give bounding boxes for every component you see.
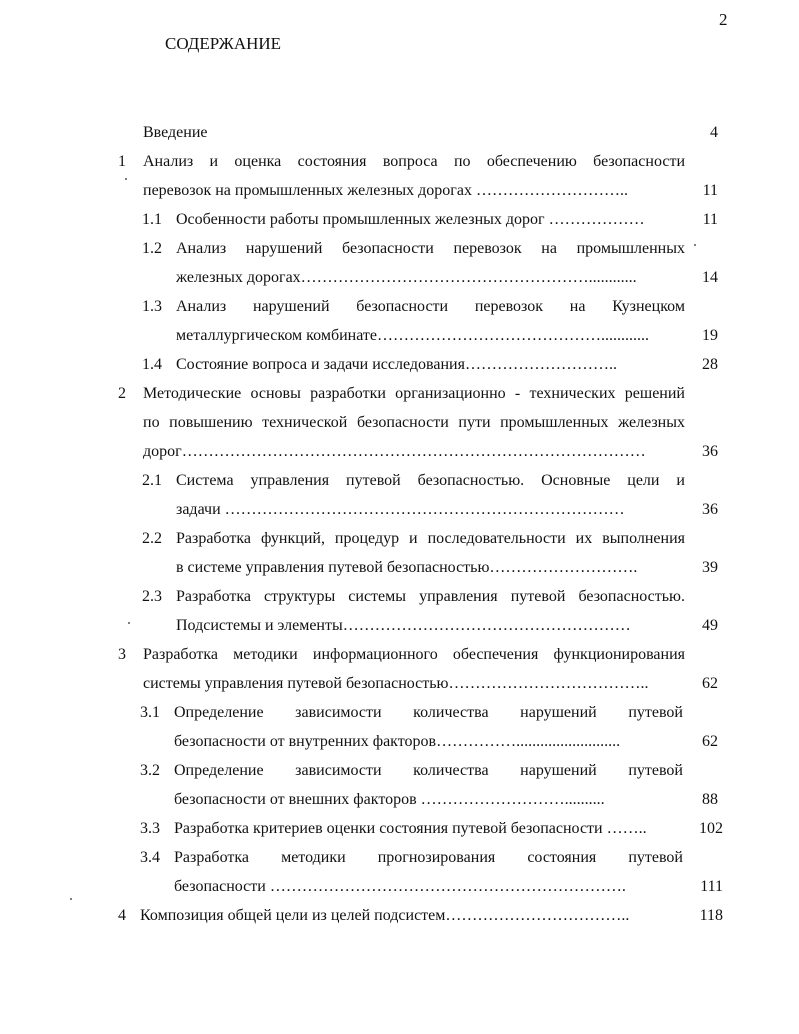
- page-number: 2: [719, 10, 728, 29]
- toc-entry-text: Определение зависимости количества нарушений путевой: [174, 762, 683, 779]
- toc-entry-text-cont: в системе управления путевой безопасностью……………………….: [176, 559, 638, 576]
- toc-entry-page: 88: [702, 791, 718, 808]
- toc-entry-text: Разработка методики информационного обеспечения функционирования: [143, 646, 685, 663]
- scan-speck: [694, 244, 696, 246]
- toc-entry-number: 3.4: [140, 849, 160, 866]
- toc-entry-page: 49: [702, 617, 718, 634]
- toc-entry-text-cont: перевозок на промышленных железных дорогах ………………………..: [143, 182, 628, 199]
- toc-entry-page: 62: [702, 733, 718, 750]
- page-title: СОДЕРЖАНИЕ: [165, 34, 282, 53]
- toc-entry-text-cont: системы управления путевой безопасностью………………………………..: [143, 675, 649, 692]
- toc-entry-text: Разработка критериев оценки состояния путевой безопасности ……..: [174, 820, 647, 837]
- toc-entry-page: 11: [702, 182, 718, 199]
- toc-entry-text: Методические основы разработки организационно - технических решений: [143, 385, 685, 402]
- toc-entry-text-cont: безопасности от внутренних факторов……………..........................: [174, 733, 621, 750]
- toc-entry-number: 1.2: [142, 240, 162, 257]
- scan-speck: [125, 178, 127, 180]
- toc-entry-number: 3: [118, 646, 126, 663]
- toc-entry-text: Разработка структуры системы управления путевой безопасностью.: [176, 588, 685, 605]
- toc-entry-page: 39: [702, 559, 718, 576]
- toc-entry-page: 111: [700, 878, 723, 895]
- toc-entry-page: 28: [702, 356, 718, 373]
- toc-entry-text: Анализ и оценка состояния вопроса по обеспечению безопасности: [143, 153, 685, 170]
- toc-entry-text-cont: задачи …………………………………………………………………: [176, 501, 625, 518]
- toc-entry-page: 11: [702, 211, 718, 228]
- toc-entry-text-cont: металлургическом комбинате……………………………………............: [176, 327, 650, 344]
- toc-entry-number: 3.3: [140, 820, 160, 837]
- toc-entry-number: 3.1: [140, 704, 160, 721]
- scan-speck: [70, 898, 72, 900]
- toc-entry-text: Состояние вопроса и задачи исследования………………………..: [176, 356, 617, 373]
- toc-entry-text: Композиция общей цели из целей подсистем……………………………..: [140, 907, 630, 924]
- toc-entry-page: 14: [702, 269, 718, 286]
- toc-entry-number: 1: [118, 153, 126, 170]
- toc-entry-text: Определение зависимости количества нарушений путевой: [174, 704, 683, 721]
- toc-entry-page: 4: [710, 124, 718, 141]
- toc-entry-number: 2: [118, 385, 126, 402]
- toc-entry-text-cont: по повышению технической безопасности пути промышленных железных: [143, 414, 685, 431]
- toc-entry-text: Разработка методики прогнозирования состояния путевой: [174, 849, 683, 866]
- toc-entry-text: Анализ нарушений безопасности перевозок на Кузнецком: [176, 298, 685, 315]
- toc-entry-number: 3.2: [140, 762, 160, 779]
- toc-entry-text-cont: железных дорогах………………………………………………............: [176, 269, 637, 286]
- toc-entry-text-cont: безопасности от внешних факторов ………………………..........: [174, 791, 605, 808]
- toc-entry-text: Введение: [143, 124, 208, 141]
- toc-entry-text: Анализ нарушений безопасности перевозок на промышленных: [176, 240, 685, 257]
- toc-entry-number: 4: [118, 907, 126, 924]
- toc-entry-text-cont: Подсистемы и элементы………………………………………………: [176, 617, 631, 634]
- toc-entry-text-cont: дорог……………………………………………………………………………: [143, 443, 646, 460]
- toc-entry-number: 2.2: [142, 530, 162, 547]
- toc-entry-page: 19: [702, 327, 718, 344]
- scan-speck: [128, 622, 130, 624]
- toc-entry-text-cont: безопасности ………………………………………………………….: [174, 878, 626, 895]
- toc-entry-text: Система управления путевой безопасностью. Основные цели и: [176, 472, 685, 489]
- toc-entry-page: 102: [699, 820, 723, 837]
- toc-entry-text: Особенности работы промышленных железных дорог ………………: [176, 211, 645, 228]
- toc-entry-page: 118: [699, 907, 723, 924]
- toc-entry-number: 2.3: [142, 588, 162, 605]
- toc-entry-number: 1.4: [142, 356, 162, 373]
- toc-entry-number: 2.1: [142, 472, 162, 489]
- toc-entry-page: 36: [702, 443, 718, 460]
- toc-entry-number: 1.1: [142, 211, 162, 228]
- toc-entry-page: 36: [702, 501, 718, 518]
- toc-entry-number: 1.3: [142, 298, 162, 315]
- toc-entry-text: Разработка функций, процедур и последовательности их выполнения: [176, 530, 685, 547]
- toc-entry-page: 62: [702, 675, 718, 692]
